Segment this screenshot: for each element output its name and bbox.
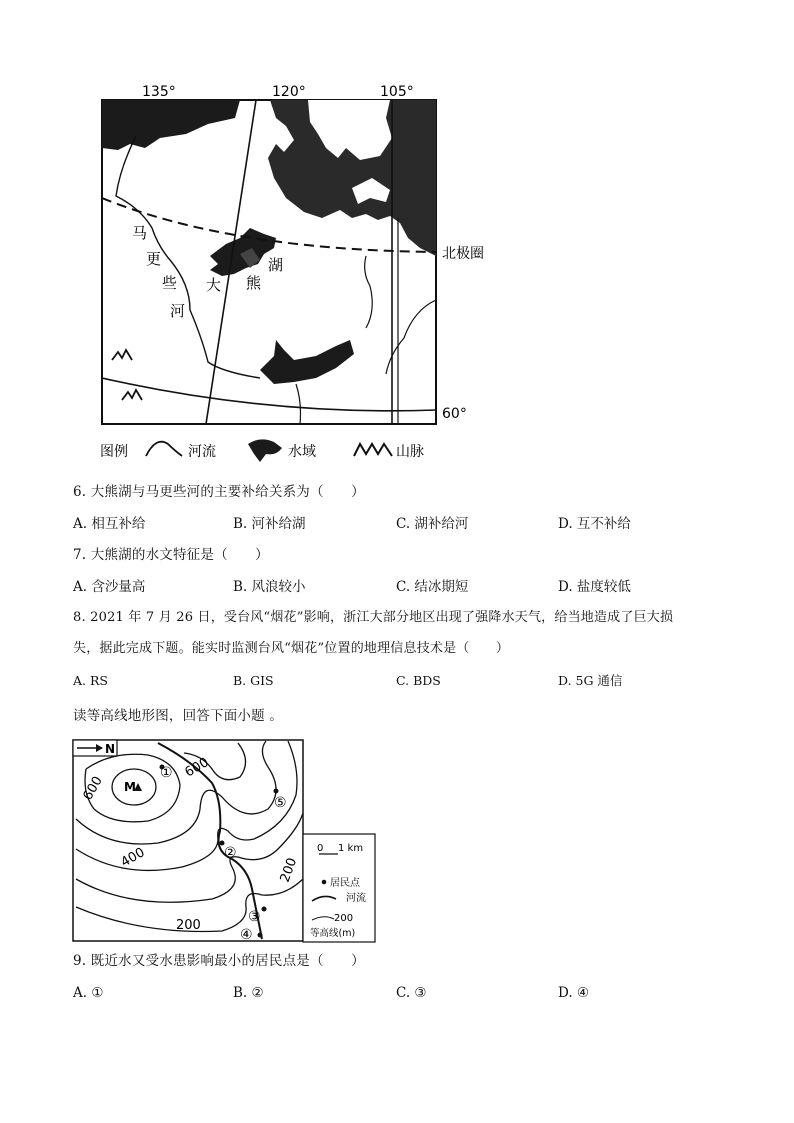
- q7-option-d[interactable]: D. 盐度较低: [558, 579, 631, 595]
- q6-option-c[interactable]: C. 湖补给河: [396, 516, 469, 532]
- river-label-char-3: 些: [162, 274, 178, 292]
- settlement-label-3: ③: [248, 909, 261, 925]
- lake-label-char-3: 湖: [268, 256, 284, 274]
- legend-water-label: 水域: [288, 444, 316, 460]
- legend-river-icon: [146, 442, 182, 456]
- legend-river-label: 河流: [188, 444, 216, 460]
- legend-mountain-label: 山脉: [396, 444, 424, 460]
- longitude-135-label: 135°: [142, 84, 176, 100]
- legend-contour-label: 等高线(m): [310, 928, 356, 939]
- settlement-label-1: ①: [160, 765, 173, 781]
- river-label-char-2: 更: [146, 250, 162, 268]
- settlement-dot-3: [262, 907, 267, 912]
- contour-intro-text: 读等高线地形图，回答下面小题 。: [73, 708, 283, 724]
- q8-option-b[interactable]: B. GIS: [233, 673, 274, 688]
- q8-option-a[interactable]: A. RS: [73, 673, 108, 688]
- q7-option-a[interactable]: A. 含沙量高: [73, 579, 146, 595]
- settlement-label-4: ④: [240, 927, 253, 943]
- legend-settlement-label: 居民点: [330, 878, 360, 889]
- contour-map: [72, 739, 378, 943]
- legend-river-text: 河流: [346, 893, 366, 904]
- contour-label-200: 200: [176, 918, 201, 933]
- contour-label-600-top: 600: [182, 755, 212, 781]
- question-6-text: 6. 大熊湖与马更些河的主要补给关系为（ ）: [73, 484, 365, 500]
- question-8-line-2: 失，据此完成下题。能实时监测台风“烟花”位置的地理信息技术是（ ）: [73, 641, 510, 656]
- arctic-circle-label: 北极圈: [442, 246, 484, 262]
- legend-settlement-icon: [322, 880, 327, 885]
- longitude-105-label: 105°: [380, 84, 414, 100]
- q8-option-c[interactable]: C. BDS: [396, 673, 441, 688]
- lake-label-char-2: 熊: [246, 274, 262, 292]
- legend-mountain-icon: [354, 444, 392, 456]
- river-label-char-1: 马: [132, 224, 148, 242]
- q9-option-b[interactable]: B. ②: [233, 985, 264, 1001]
- settlement-dot-5: [274, 789, 279, 794]
- north-label: N: [105, 742, 116, 756]
- contour-label-400: 400: [118, 845, 148, 871]
- q9-option-c[interactable]: C. ③: [396, 985, 427, 1001]
- settlement-dot-4: [258, 933, 263, 938]
- scale-end-label: 1 km: [338, 843, 364, 854]
- q9-option-d[interactable]: D. ④: [558, 985, 590, 1001]
- q6-option-b[interactable]: B. 河补给湖: [233, 516, 306, 532]
- question-9-text: 9. 既近水又受水患影响最小的居民点是（ ）: [73, 953, 365, 969]
- q9-option-a[interactable]: A. ①: [73, 985, 104, 1001]
- q6-option-d[interactable]: D. 互不补给: [558, 516, 631, 532]
- scale-start-label: 0: [317, 843, 324, 854]
- longitude-120-label: 120°: [272, 84, 306, 100]
- legend-water-icon: [248, 439, 282, 462]
- question-8-line-1: 8. 2021 年 7 月 26 日，受台风“烟花”影响，浙江大部分地区出现了强降水天气，给当地造成了巨大损: [73, 610, 674, 625]
- question-7-text: 7. 大熊湖的水文特征是（ ）: [73, 547, 269, 563]
- q8-option-d[interactable]: D. 5G 通信: [558, 673, 623, 688]
- river-label-char-4: 河: [170, 302, 186, 320]
- settlement-label-5: ⑤: [274, 795, 287, 811]
- latitude-60-label: 60°: [442, 406, 467, 422]
- contour-label-200-right: 200: [277, 855, 301, 885]
- q6-option-a[interactable]: A. 相互补给: [73, 516, 146, 532]
- peak-label: M: [124, 780, 136, 794]
- legend-contour-value: 200: [334, 913, 354, 924]
- legend-title: 图例: [100, 444, 128, 460]
- q7-option-b[interactable]: B. 风浪较小: [233, 579, 306, 595]
- contour-label-600-left: 600: [80, 773, 106, 803]
- great-bear-lake-map: [90, 78, 510, 463]
- q7-option-c[interactable]: C. 结冰期短: [396, 579, 469, 595]
- lake-label-char-1: 大: [206, 276, 222, 294]
- settlement-label-2: ②: [224, 845, 237, 861]
